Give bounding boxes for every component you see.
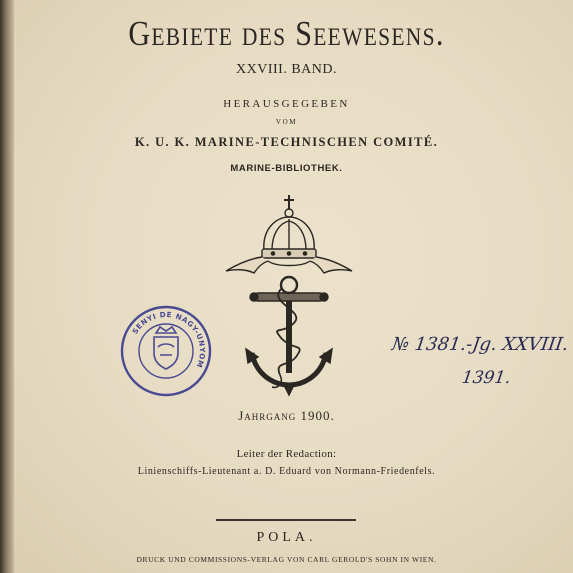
publication-city: POLA. [256, 530, 317, 545]
from-label: VOM [275, 118, 298, 126]
committee-name: K. U. K. MARINE-TECHNISCHEN COMITÉ. [134, 135, 439, 149]
editor-name: Linienschiffs-Lieutenant a. D. Eduard von Normann-Friedenfels. [137, 466, 436, 477]
library-name: MARINE-BIBLIOTHEK. [230, 163, 343, 174]
year-label: Jahrgang 1900. [238, 408, 335, 423]
handwritten-catalog-number: № 1381.-Jg. XXVIII. [390, 334, 570, 355]
handwritten-catalog-number-2: 1391. [460, 368, 513, 388]
volume-number: XXVIII. BAND. [236, 62, 337, 77]
printer-line: DRUCK UND COMMISSIONS-VERLAG VON CARL GEROLD'S SOHN IN WIEN. [136, 555, 437, 564]
stamp-text: SENYI DE NAGY-UNYOM [130, 309, 208, 370]
book-title: Gebiete des Seewesens. [128, 14, 445, 53]
editor-label: Leiter der Redaction: [236, 448, 337, 460]
page-binding-edge [0, 0, 14, 573]
divider-rule [216, 519, 356, 521]
library-seal-stamp-icon [118, 303, 214, 399]
crown-anchor-emblem-icon [218, 193, 360, 398]
published-by-label: HERAUSGEGEBEN [223, 98, 350, 110]
